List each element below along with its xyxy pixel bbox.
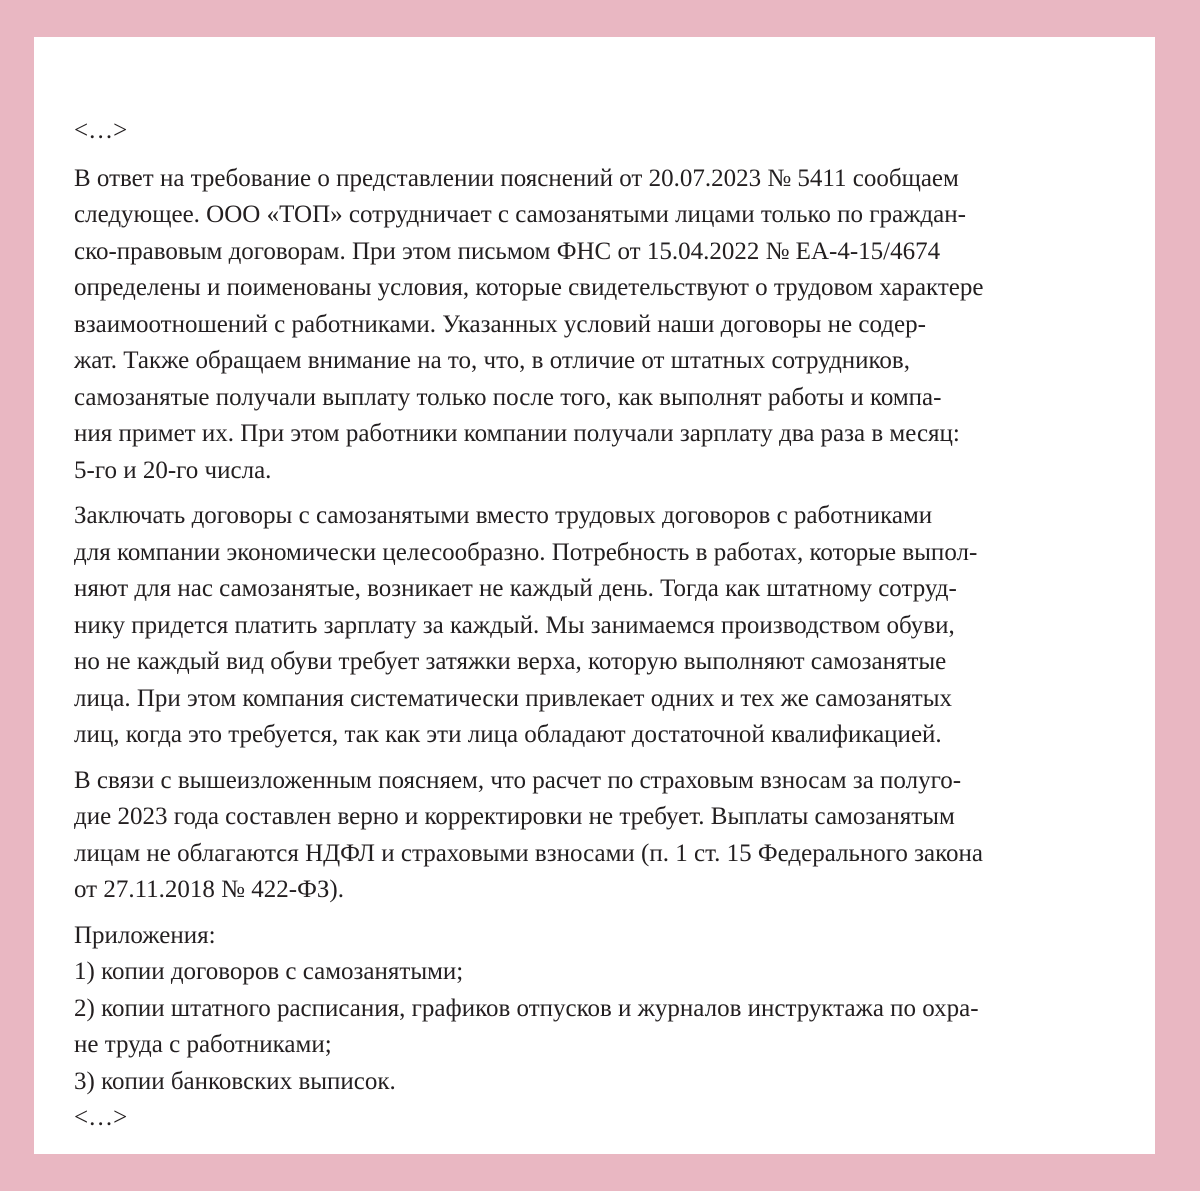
- text-line: Заключать договоры с самозанятыми вместо трудовых договоров с работниками: [74, 502, 933, 529]
- text-line: дие 2023 года составлен верно и корректировки не требует. Выплаты самозанятым: [74, 803, 955, 830]
- attachments-section: [74, 918, 1115, 1137]
- text-line: лицам не облагаются НДФЛ и страховыми взносами (п. 1 ст. 15 Федерального закона: [74, 839, 983, 867]
- ellipsis-start: <…>: [74, 117, 128, 144]
- text-line: ско-правовым договорам. При этом письмом ФНС от 15.04.2022 № ЕА-4-15/4674: [74, 237, 941, 265]
- text-line: взаимоотношений с работниками. Указанных условий наши договоры не содер-: [74, 310, 926, 338]
- document-card: [34, 37, 1155, 1154]
- attachments-title: Приложения:: [74, 921, 216, 949]
- text-line: самозанятые получали выплату только после того, как выполнят работы и компа-: [74, 383, 942, 411]
- attachment-item: 3) копии банковских выписок.: [74, 1067, 396, 1095]
- ellipsis-end: <…>: [74, 1104, 128, 1131]
- text-line: лица. При этом компания систематически привлекает одних и тех же самозанятых: [74, 684, 952, 712]
- document-body: [74, 113, 1115, 1137]
- text-line: но не каждый вид обуви требует затяжки верха, которую выполняют самозанятые: [74, 648, 947, 675]
- text-line: В ответ на требование о представлении пояснений от 20.07.2023 № 5411 сообщаем: [74, 164, 959, 192]
- attachment-item: не труда с работниками;: [74, 1031, 332, 1058]
- text-line: няют для нас самозанятые, возникает не каждый день. Тогда как штатному сотруд-: [74, 575, 957, 602]
- text-line: ния примет их. При этом работники компании получали зарплату два раза в месяц:: [74, 420, 960, 447]
- paragraph-conclusion: [74, 763, 1115, 909]
- text-line: нику придется платить зарплату за каждый. Мы занимаемся производством обуви,: [74, 611, 955, 639]
- attachment-item: 2) копии штатного расписания, графиков отпусков и журналов инструктажа по охра-: [74, 994, 979, 1022]
- text-line: от 27.11.2018 № 422-ФЗ).: [74, 876, 344, 903]
- text-line: определены и поименованы условия, которые свидетельствуют о трудовом характере: [74, 274, 984, 301]
- attachment-item: 1) копии договоров с самозанятыми;: [74, 958, 464, 985]
- paragraph-explanation: [74, 161, 1115, 490]
- text-line: лиц, когда это требуется, так как эти лица обладают достаточной квалификацией.: [74, 721, 942, 748]
- text-line: В связи с вышеизложенным поясняем, что расчет по страховым взносам за полуго-: [74, 766, 962, 794]
- text-line: 5-го и 20-го числа.: [74, 456, 272, 484]
- text-line: следующее. ООО «ТОП» сотрудничает с самозанятыми лицами только по граждан-: [74, 201, 966, 228]
- text-line: для компании экономически целесообразно. Потребность в работах, которые выпол-: [74, 538, 978, 566]
- text-line: жат. Также обращаем внимание на то, что, в отличие от штатных сотрудников,: [74, 347, 910, 374]
- paragraph-reasoning: [74, 498, 1115, 754]
